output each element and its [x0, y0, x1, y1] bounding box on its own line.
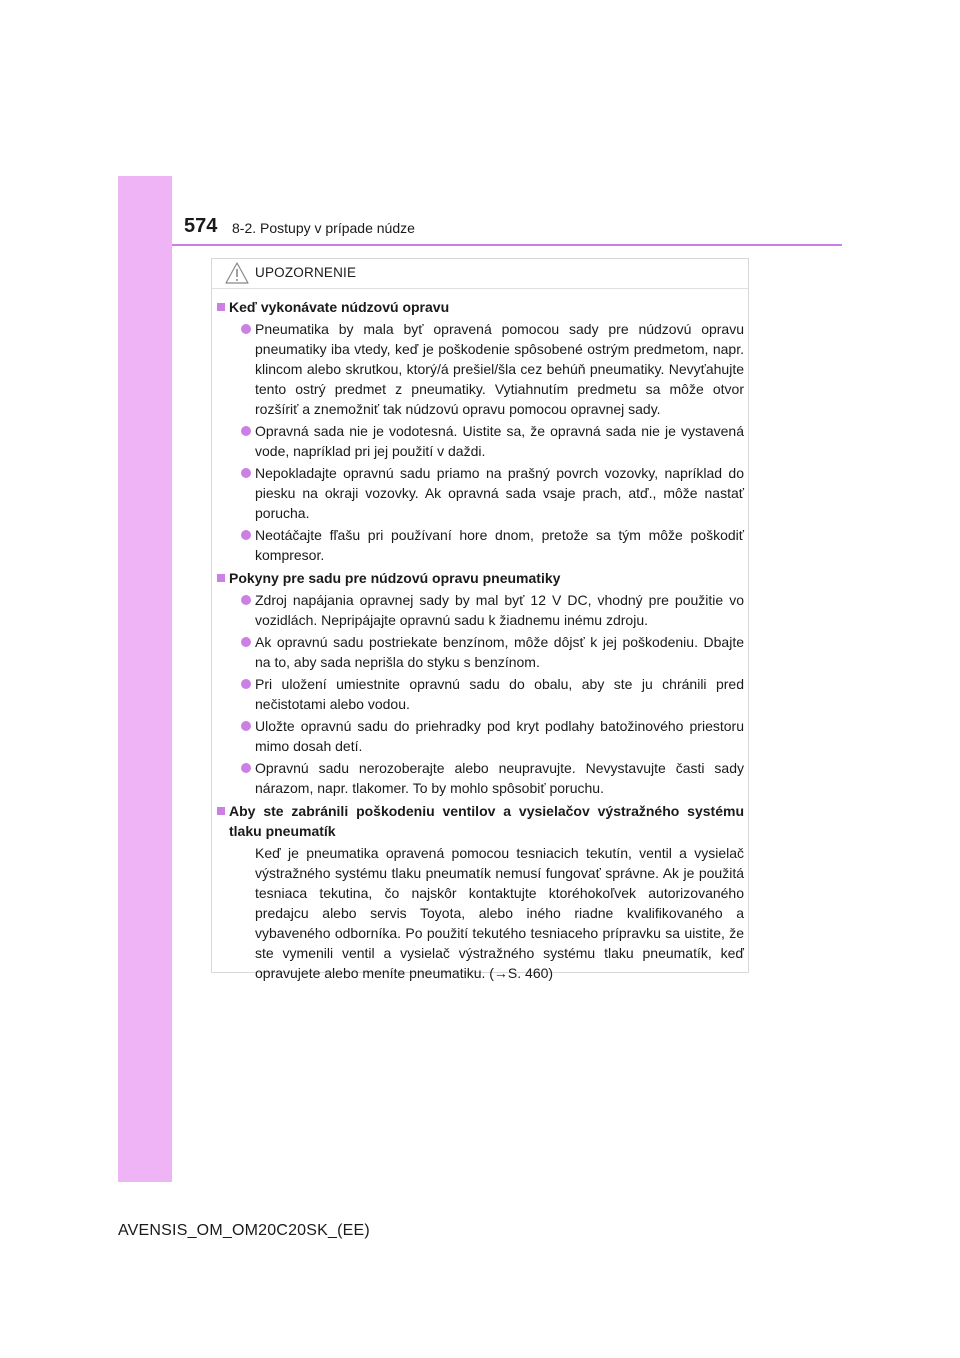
list-item: Nepokladajte opravnú sadu priamo na prašný povrch vozovky, napríklad do piesku na okraji vozovky. Ak opravná sada vsaje prach, atď., môže nastať porucha.: [229, 463, 744, 523]
page-number: 574: [184, 215, 218, 237]
topic-square-marker: [217, 574, 225, 582]
bullet-dot-icon: [241, 721, 251, 731]
topic-heading: Keď vykonávate núdzovú opravu: [229, 299, 450, 315]
list-item: Pri uložení umiestnite opravnú sadu do obalu, aby ste ju chránili pred nečistotami alebo vodou.: [229, 674, 744, 714]
section-title: 8-2. Postupy v prípade núdze: [232, 220, 415, 236]
warning-header: [212, 259, 748, 289]
bullet-dot-icon: [241, 324, 251, 334]
topic-square-marker: [217, 807, 225, 815]
topic-heading: Aby ste zabránili poškodeniu ventilov a vysielačov výstražného systému tlaku pneumatík: [229, 803, 744, 839]
list-item: Pneumatika by mala byť opravená pomocou sady pre núdzovú opravu pneumatiky iba vtedy, keď je poškodenie spôsobené ostrým predmetom, napr. klincom alebo skrutkou, ktorý/á prešiel/šla cez behúň pneumatiky. Nevyťahujte tento ostrý predmet z pneumatiky. Vytiahnutím predmetu sa môže otvor rozšíriť a znemožniť tak núdzovú opravu pomocou opravnej sady.: [229, 319, 744, 419]
topic-heading: Pokyny pre sadu pre núdzovú opravu pneumatiky: [229, 570, 561, 586]
bullet-dot-icon: [241, 426, 251, 436]
warning-body: [217, 297, 744, 983]
warning-box: [211, 258, 749, 981]
list-item: Opravná sada nie je vodotesná. Uistite sa, že opravná sada nie je vystavená vode, napríklad pri jej použití v daždi.: [229, 421, 744, 461]
topic-valve-damage-prevention: [217, 801, 744, 983]
topic-paragraph: Keď je pneumatika opravená pomocou tesniacich tekutín, ventil a vysielač výstražného systému tlaku pneumatík nemusí fungovať správne. Ak je použitá tesniaca tekutina, čo najskôr kontaktujte ktoréhokoľvek autorizovaného predajcu alebo servis Toyota, alebo iného riadne kvalifikovaného a vybaveného odborníka. Po použití tekutého tesniaceho prípravku sa uistite, že ste vymenili ventil a vysielač výstražného systému tlaku pneumatík, keď opravujete alebo meníte pneumatiku. (→S. 460): [255, 845, 744, 981]
bullet-dot-icon: [241, 763, 251, 773]
list-item: Ak opravnú sadu postriekate benzínom, môže dôjsť k jej poškodeniu. Dbajte na to, aby sada neprišla do styku s benzínom.: [229, 632, 744, 672]
document-code: AVENSIS_OM_OM20C20SK_(EE): [118, 1222, 370, 1239]
bullet-dot-icon: [241, 679, 251, 689]
bullet-dot-icon: [241, 637, 251, 647]
list-item: Opravnú sadu nerozoberajte alebo neupravujte. Nevystavujte časti sady nárazom, napr. tlakomer. To by mohlo spôsobiť poruchu.: [229, 758, 744, 798]
topic-repair-kit-instructions: [217, 568, 744, 798]
topic-square-marker: [217, 303, 225, 311]
list-item: Zdroj napájania opravnej sady by mal byť 12 V DC, vhodný pre použitie vo vozidlách. Nepripájajte opravnú sadu k žiadnemu inému zdroju.: [229, 590, 744, 630]
warning-title: UPOZORNENIE: [255, 265, 357, 280]
bullet-dot-icon: [241, 468, 251, 478]
chapter-side-band: [118, 176, 172, 1182]
list-item: Neotáčajte fľašu pri používaní hore dnom, pretože sa tým môže poškodiť kompresor.: [229, 525, 744, 565]
header-rule: [172, 244, 842, 246]
warning-triangle-icon: [225, 262, 249, 284]
bullet-dot-icon: [241, 530, 251, 540]
topic-emergency-repair: [217, 297, 744, 565]
bullet-dot-icon: [241, 595, 251, 605]
list-item: Uložte opravnú sadu do priehradky pod kryt podlahy batožinového priestoru mimo dosah detí.: [229, 716, 744, 756]
